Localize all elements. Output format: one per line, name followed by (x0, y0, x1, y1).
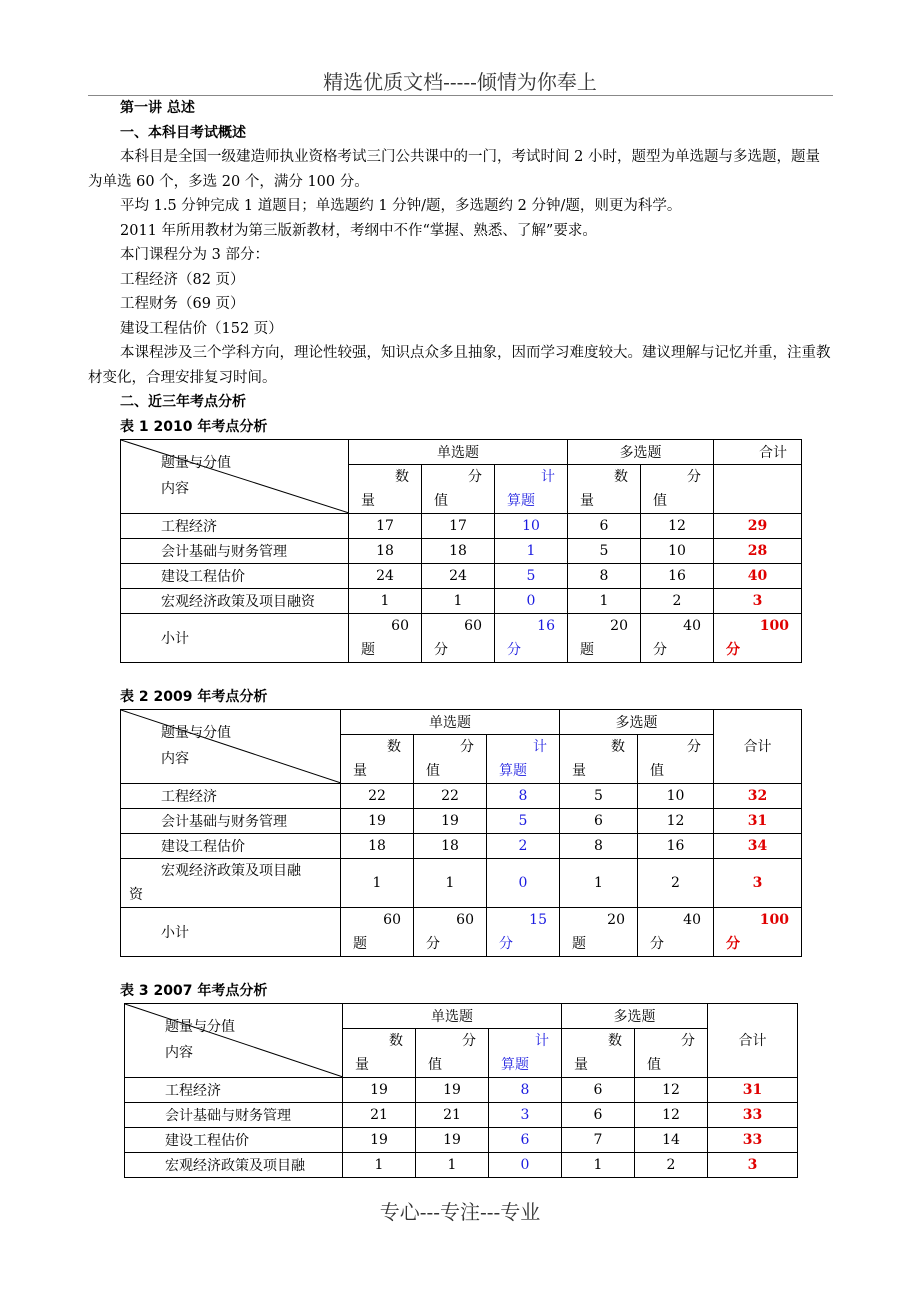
cell: 60 分 (422, 613, 495, 662)
count-header: 数 量 (568, 464, 641, 513)
subtotal-row (121, 613, 802, 662)
total-cell: 100 分 (714, 907, 802, 956)
cell: 1 (568, 588, 641, 613)
single-choice-header: 单选题 (349, 439, 568, 464)
cell: 6 (562, 1077, 635, 1102)
score-header: 分 值 (641, 464, 714, 513)
cell: 19 (414, 808, 487, 833)
row-label: 建设工程估价 (121, 833, 341, 858)
total-cell: 34 (714, 833, 802, 858)
cell: 10 (638, 783, 714, 808)
cell: 2 (635, 1152, 708, 1177)
paragraph-5: 工程经济（82 页） (120, 271, 245, 288)
cell: 10 (641, 538, 714, 563)
cell: 12 (638, 808, 714, 833)
cell: 14 (635, 1127, 708, 1152)
total-cell: 3 (714, 858, 802, 907)
cell: 22 (414, 783, 487, 808)
cell: 1 (560, 858, 638, 907)
diag-top-label: 题量与分值 (161, 724, 231, 741)
subtotal-label: 小计 (121, 613, 349, 662)
cell: 5 (560, 783, 638, 808)
row-label: 宏观经济政策及项目融资 (121, 588, 349, 613)
multi-choice-header: 多选题 (560, 709, 714, 734)
page-header: 精选优质文档-----倾情为你奉上 (323, 70, 597, 94)
cell: 1 (414, 858, 487, 907)
cell: 19 (416, 1077, 489, 1102)
diagonal-line (121, 710, 341, 783)
single-choice-header: 单选题 (343, 1003, 562, 1028)
cell: 17 (422, 513, 495, 538)
cell: 5 (568, 538, 641, 563)
multi-choice-header: 多选题 (562, 1003, 708, 1028)
row-label: 工程经济 (121, 783, 341, 808)
row-label: 宏观经济政策及项目融 资 (121, 858, 341, 907)
cell: 8 (560, 833, 638, 858)
subtotal-row (121, 907, 802, 956)
lecture-title: 第一讲 总述 (120, 100, 195, 116)
row-label: 会计基础与财务管理 (121, 538, 349, 563)
section-2-heading: 二、近三年考点分析 (120, 394, 246, 410)
diagonal-header-cell (121, 709, 341, 783)
paragraph-4: 本门课程分为 3 部分： (120, 247, 269, 263)
cell: 16 (638, 833, 714, 858)
cell: 18 (341, 833, 414, 858)
cell: 5 (487, 808, 560, 833)
document-body (88, 96, 833, 1178)
table-2010 (120, 439, 802, 663)
row-label: 会计基础与财务管理 (125, 1102, 343, 1127)
total-cell: 28 (714, 538, 802, 563)
cell: 8 (489, 1077, 562, 1102)
total-cell: 31 (708, 1077, 798, 1102)
row-label: 宏观经济政策及项目融 (125, 1152, 343, 1177)
total-cell: 40 (714, 563, 802, 588)
diag-bottom-label: 内容 (165, 1044, 193, 1061)
single-choice-header: 单选题 (341, 709, 560, 734)
cell: 1 (343, 1152, 416, 1177)
calc-header: 计 算题 (495, 464, 568, 513)
cell: 1 (562, 1152, 635, 1177)
table-row (121, 808, 802, 833)
paragraph-1: 本科目是全国一级建造师执业资格考试三门公共课中的一门，考试时间 2 小时，题型为单选题与多选题，题量为单选 60 个，多选 20 个，满分 100 分。 (88, 149, 820, 190)
paragraph-6: 工程财务（69 页） (120, 296, 245, 312)
score-header: 分 值 (416, 1028, 489, 1077)
cell: 2 (641, 588, 714, 613)
table-3-caption: 表 3 2007 年考点分析 (120, 982, 268, 999)
total-header: 合计 (708, 1003, 798, 1077)
total-cell: 100 分 (714, 613, 802, 662)
cell: 0 (495, 588, 568, 613)
count-header: 数 量 (560, 734, 638, 783)
cell: 1 (422, 588, 495, 613)
cell: 19 (341, 808, 414, 833)
diag-top-label: 题量与分值 (161, 454, 231, 471)
row-label: 建设工程估价 (125, 1127, 343, 1152)
total-cell: 33 (708, 1102, 798, 1127)
cell: 17 (349, 513, 422, 538)
cell: 18 (349, 538, 422, 563)
score-header: 分 值 (414, 734, 487, 783)
diagonal-header-cell (125, 1003, 343, 1077)
table-row (125, 1077, 798, 1102)
cell: 10 (495, 513, 568, 538)
count-header: 数 量 (562, 1028, 635, 1077)
table-row (125, 1102, 798, 1127)
cell: 60 题 (349, 613, 422, 662)
cell: 6 (560, 808, 638, 833)
cell: 1 (416, 1152, 489, 1177)
cell: 12 (635, 1077, 708, 1102)
cell: 7 (562, 1127, 635, 1152)
cell: 3 (489, 1102, 562, 1127)
cell: 0 (487, 858, 560, 907)
score-header: 分 值 (638, 734, 714, 783)
score-header: 分 值 (635, 1028, 708, 1077)
diagonal-header-cell (121, 439, 349, 513)
cell: 18 (414, 833, 487, 858)
cell: 16 (641, 563, 714, 588)
diag-top-label: 题量与分值 (165, 1018, 235, 1035)
count-header: 数 量 (341, 734, 414, 783)
cell: 18 (422, 538, 495, 563)
total-cell: 29 (714, 513, 802, 538)
total-cell: 3 (708, 1152, 798, 1177)
cell: 6 (568, 513, 641, 538)
page-footer: 专心---专注---专业 (379, 1200, 541, 1224)
cell: 21 (343, 1102, 416, 1127)
cell: 0 (489, 1152, 562, 1177)
cell: 20 题 (568, 613, 641, 662)
row-label: 工程经济 (121, 513, 349, 538)
cell: 8 (568, 563, 641, 588)
paragraph-3: 2011 年所用教材为第三版新教材，考纲中不作“掌握、熟悉、了解”要求。 (120, 222, 597, 239)
subtotal-label: 小计 (121, 907, 341, 956)
cell: 16 分 (495, 613, 568, 662)
paragraph-8: 本课程涉及三个学科方向，理论性较强，知识点众多且抽象，因而学习难度较大。建议理解与记忆并重，注重教材变化，合理安排复习时间。 (88, 345, 831, 386)
total-header: 合计 (714, 439, 802, 464)
cell: 24 (422, 563, 495, 588)
count-header: 数 量 (343, 1028, 416, 1077)
cell: 8 (487, 783, 560, 808)
cell: 6 (489, 1127, 562, 1152)
cell: 40 分 (638, 907, 714, 956)
total-header: 合计 (714, 709, 802, 783)
total-cell: 31 (714, 808, 802, 833)
cell: 1 (341, 858, 414, 907)
total-header-empty (714, 464, 802, 513)
table-row (121, 538, 802, 563)
diagonal-line (121, 440, 349, 513)
cell: 24 (349, 563, 422, 588)
cell: 22 (341, 783, 414, 808)
calc-header: 计 算题 (489, 1028, 562, 1077)
cell: 60 分 (414, 907, 487, 956)
total-cell: 32 (714, 783, 802, 808)
row-label: 建设工程估价 (121, 563, 349, 588)
cell: 60 题 (341, 907, 414, 956)
table-1-caption: 表 1 2010 年考点分析 (120, 418, 268, 435)
total-cell: 33 (708, 1127, 798, 1152)
table-row (121, 588, 802, 613)
cell: 5 (495, 563, 568, 588)
diag-bottom-label: 内容 (161, 750, 189, 767)
cell: 19 (416, 1127, 489, 1152)
cell: 6 (562, 1102, 635, 1127)
cell: 2 (638, 858, 714, 907)
cell: 20 题 (560, 907, 638, 956)
table-row (121, 513, 802, 538)
table-2007 (124, 1003, 798, 1178)
table-2-caption: 表 2 2009 年考点分析 (120, 688, 268, 705)
cell: 12 (641, 513, 714, 538)
count-header: 数 量 (349, 464, 422, 513)
row-label: 会计基础与财务管理 (121, 808, 341, 833)
cell: 40 分 (641, 613, 714, 662)
cell: 1 (495, 538, 568, 563)
table-2009 (120, 709, 802, 957)
score-header: 分 值 (422, 464, 495, 513)
cell: 15 分 (487, 907, 560, 956)
diagonal-line (125, 1004, 343, 1077)
cell: 21 (416, 1102, 489, 1127)
paragraph-7: 建设工程估价（152 页） (120, 320, 283, 337)
table-row (121, 833, 802, 858)
table-row (125, 1152, 798, 1177)
table-row (121, 858, 802, 907)
cell: 2 (487, 833, 560, 858)
calc-header: 计 算题 (487, 734, 560, 783)
cell: 12 (635, 1102, 708, 1127)
table-row (121, 563, 802, 588)
multi-choice-header: 多选题 (568, 439, 714, 464)
cell: 19 (343, 1127, 416, 1152)
table-row (125, 1127, 798, 1152)
diag-bottom-label: 内容 (161, 480, 189, 497)
row-label: 工程经济 (125, 1077, 343, 1102)
cell: 19 (343, 1077, 416, 1102)
cell: 1 (349, 588, 422, 613)
table-row (121, 783, 802, 808)
section-1-heading: 一、本科目考试概述 (120, 124, 246, 141)
total-cell: 3 (714, 588, 802, 613)
paragraph-2: 平均 1.5 分钟完成 1 道题目；单选题约 1 分钟/题，多选题约 2 分钟/题，则更为科学。 (120, 198, 682, 214)
